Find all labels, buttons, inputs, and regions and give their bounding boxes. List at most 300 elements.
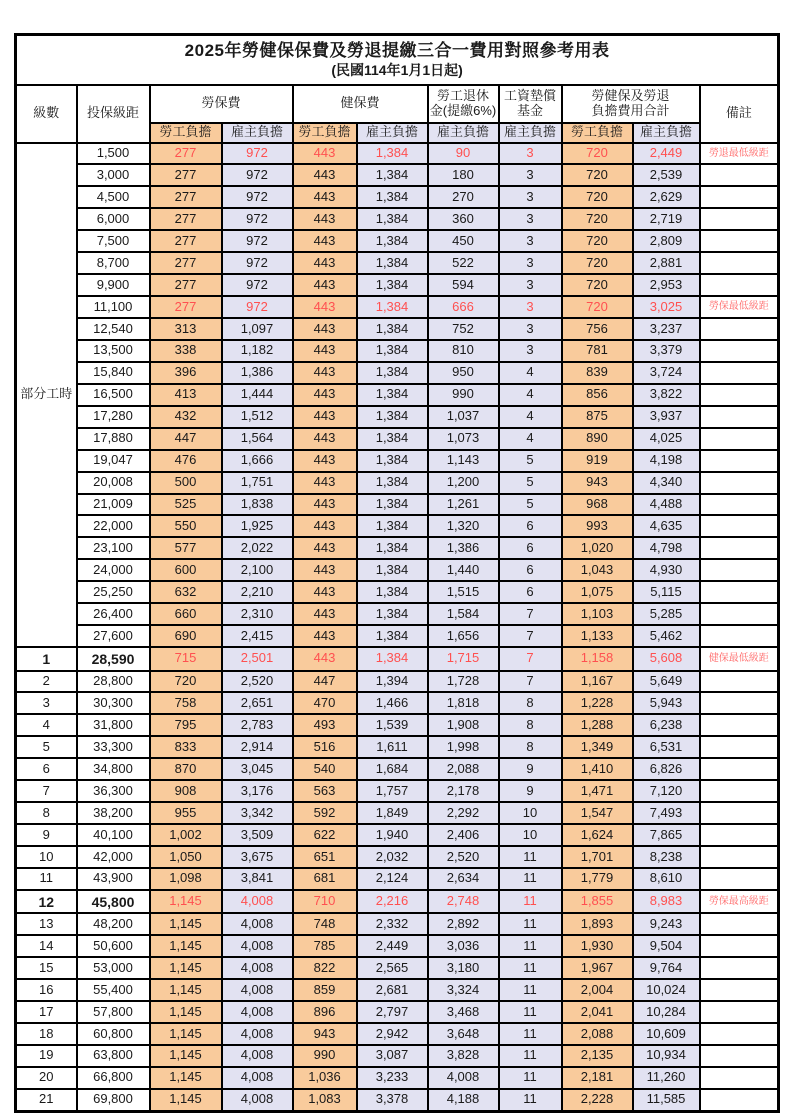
labor-employee-cell: 908 [150, 780, 222, 802]
wage-fund-employer-cell: 11 [499, 1045, 562, 1067]
salary-bracket-cell: 42,000 [77, 846, 150, 868]
labor-employer-cell: 1,512 [222, 406, 293, 428]
wage-fund-employer-cell: 10 [499, 802, 562, 824]
health-employer-cell: 1,384 [357, 252, 428, 274]
total-employer-cell: 3,025 [633, 296, 700, 318]
health-employee-cell: 443 [293, 603, 357, 625]
total-employee-cell: 2,181 [562, 1067, 633, 1089]
health-employee-cell: 443 [293, 625, 357, 647]
header-labor-pension: 勞工退休 金(提繳6%) [428, 85, 499, 123]
table-row [16, 1089, 779, 1112]
health-employee-cell: 443 [293, 559, 357, 581]
health-employer-cell: 1,384 [357, 362, 428, 384]
pension-employer-cell: 360 [428, 208, 499, 230]
total-employer-cell: 11,585 [633, 1089, 700, 1112]
wage-fund-employer-cell: 11 [499, 868, 562, 890]
salary-bracket-cell: 33,300 [77, 736, 150, 758]
total-employee-cell: 1,930 [562, 935, 633, 957]
salary-bracket-cell: 15,840 [77, 362, 150, 384]
health-employer-cell: 1,384 [357, 472, 428, 494]
header-total-cost: 勞健保及勞退 負擔費用合計 [562, 85, 700, 123]
table-row [16, 164, 779, 186]
labor-employee-cell: 1,145 [150, 979, 222, 1001]
pension-employer-cell: 1,037 [428, 406, 499, 428]
salary-bracket-cell: 17,280 [77, 406, 150, 428]
wage-fund-employer-cell: 3 [499, 208, 562, 230]
total-employee-cell: 1,228 [562, 692, 633, 714]
labor-employer-cell: 4,008 [222, 1067, 293, 1089]
total-employee-cell: 1,103 [562, 603, 633, 625]
table-row [16, 1045, 779, 1067]
remark-cell [700, 494, 779, 516]
table-row [16, 671, 779, 693]
wage-fund-employer-cell: 4 [499, 362, 562, 384]
level-cell: 20 [16, 1067, 77, 1089]
wage-fund-employer-cell: 11 [499, 935, 562, 957]
total-employee-cell: 720 [562, 143, 633, 165]
table-row [16, 868, 779, 890]
pension-employer-cell: 270 [428, 186, 499, 208]
labor-employer-cell: 972 [222, 296, 293, 318]
level-cell: 11 [16, 868, 77, 890]
total-employer-cell: 2,881 [633, 252, 700, 274]
remark-cell [700, 164, 779, 186]
salary-bracket-cell: 34,800 [77, 758, 150, 780]
remark-cell: 健保最低級距 [700, 647, 779, 670]
remark-cell [700, 406, 779, 428]
salary-bracket-cell: 43,900 [77, 868, 150, 890]
wage-fund-employer-cell: 11 [499, 890, 562, 913]
remark-cell [700, 692, 779, 714]
wage-fund-employer-cell: 10 [499, 824, 562, 846]
labor-employee-cell: 277 [150, 252, 222, 274]
total-employer-cell: 4,025 [633, 428, 700, 450]
table-row [16, 362, 779, 384]
health-employer-cell: 1,384 [357, 428, 428, 450]
wage-fund-employer-cell: 6 [499, 537, 562, 559]
pension-employer-cell: 1,261 [428, 494, 499, 516]
total-employer-cell: 2,539 [633, 164, 700, 186]
pension-employer-cell: 594 [428, 274, 499, 296]
level-cell: 5 [16, 736, 77, 758]
wage-fund-employer-cell: 11 [499, 1067, 562, 1089]
health-employee-cell: 443 [293, 647, 357, 670]
health-employee-cell: 563 [293, 780, 357, 802]
health-employee-cell: 470 [293, 692, 357, 714]
labor-employee-cell: 720 [150, 671, 222, 693]
pension-employer-cell: 1,728 [428, 671, 499, 693]
salary-bracket-cell: 53,000 [77, 957, 150, 979]
total-employee-cell: 839 [562, 362, 633, 384]
salary-bracket-cell: 28,590 [77, 647, 150, 670]
remark-cell [700, 935, 779, 957]
table-row [16, 1023, 779, 1045]
health-employee-cell: 443 [293, 274, 357, 296]
total-employee-cell: 2,228 [562, 1089, 633, 1112]
wage-fund-employer-cell: 6 [499, 581, 562, 603]
wage-fund-employer-cell: 3 [499, 340, 562, 362]
remark-cell [700, 472, 779, 494]
labor-employer-cell: 4,008 [222, 913, 293, 935]
total-employer-cell: 7,865 [633, 824, 700, 846]
labor-employer-cell: 4,008 [222, 935, 293, 957]
total-employer-cell: 10,934 [633, 1045, 700, 1067]
total-employee-cell: 875 [562, 406, 633, 428]
health-employee-cell: 443 [293, 384, 357, 406]
total-employer-cell: 9,764 [633, 957, 700, 979]
health-employer-cell: 3,233 [357, 1067, 428, 1089]
pension-employer-cell: 1,143 [428, 450, 499, 472]
labor-employer-cell: 2,651 [222, 692, 293, 714]
health-employer-cell: 1,384 [357, 494, 428, 516]
labor-employer-cell: 972 [222, 230, 293, 252]
health-employer-cell: 1,384 [357, 143, 428, 165]
health-employer-cell: 1,394 [357, 671, 428, 693]
remark-cell [700, 274, 779, 296]
health-employer-cell: 1,849 [357, 802, 428, 824]
labor-employee-cell: 660 [150, 603, 222, 625]
total-employer-cell: 5,608 [633, 647, 700, 670]
wage-fund-employer-cell: 11 [499, 846, 562, 868]
wage-fund-employer-cell: 8 [499, 692, 562, 714]
premium-table [14, 33, 780, 1113]
health-employer-cell: 2,681 [357, 979, 428, 1001]
health-employer-cell: 1,384 [357, 230, 428, 252]
labor-employee-cell: 313 [150, 318, 222, 340]
labor-employer-cell: 3,675 [222, 846, 293, 868]
labor-employee-cell: 758 [150, 692, 222, 714]
remark-cell [700, 824, 779, 846]
wage-fund-employer-cell: 3 [499, 296, 562, 318]
health-employee-cell: 622 [293, 824, 357, 846]
total-employer-cell: 10,284 [633, 1001, 700, 1023]
level-cell: 19 [16, 1045, 77, 1067]
total-employee-cell: 2,088 [562, 1023, 633, 1045]
health-employee-cell: 651 [293, 846, 357, 868]
total-employee-cell: 1,133 [562, 625, 633, 647]
salary-bracket-cell: 31,800 [77, 714, 150, 736]
total-employee-cell: 968 [562, 494, 633, 516]
salary-bracket-cell: 69,800 [77, 1089, 150, 1112]
remark-cell [700, 1001, 779, 1023]
total-employee-cell: 890 [562, 428, 633, 450]
wage-fund-employer-cell: 9 [499, 758, 562, 780]
health-employer-cell: 1,384 [357, 274, 428, 296]
pension-employer-cell: 2,406 [428, 824, 499, 846]
salary-bracket-cell: 24,000 [77, 559, 150, 581]
table-row [16, 780, 779, 802]
wage-fund-employer-cell: 3 [499, 318, 562, 340]
health-employer-cell: 1,384 [357, 647, 428, 670]
header-wage-arrears-fund: 工資墊償 基金 [499, 85, 562, 123]
labor-employee-cell: 396 [150, 362, 222, 384]
health-employee-cell: 896 [293, 1001, 357, 1023]
table-row [16, 340, 779, 362]
wage-fund-employer-cell: 11 [499, 1089, 562, 1112]
health-employer-cell: 1,384 [357, 340, 428, 362]
remark-cell [700, 515, 779, 537]
remark-cell [700, 1067, 779, 1089]
remark-cell [700, 603, 779, 625]
health-employee-cell: 443 [293, 472, 357, 494]
health-employee-cell: 540 [293, 758, 357, 780]
total-employer-cell: 11,260 [633, 1067, 700, 1089]
pension-employer-cell: 1,818 [428, 692, 499, 714]
labor-employer-cell: 2,914 [222, 736, 293, 758]
labor-employer-cell: 4,008 [222, 979, 293, 1001]
labor-employee-cell: 1,145 [150, 935, 222, 957]
total-employer-cell: 10,024 [633, 979, 700, 1001]
labor-employee-cell: 1,145 [150, 1089, 222, 1112]
wage-fund-employer-cell: 3 [499, 186, 562, 208]
total-employer-cell: 10,609 [633, 1023, 700, 1045]
wage-fund-employer-cell: 4 [499, 428, 562, 450]
salary-bracket-cell: 55,400 [77, 979, 150, 1001]
labor-employee-cell: 690 [150, 625, 222, 647]
total-employee-cell: 1,349 [562, 736, 633, 758]
labor-employee-cell: 1,145 [150, 957, 222, 979]
labor-employer-cell: 1,666 [222, 450, 293, 472]
wage-fund-employer-cell: 11 [499, 1001, 562, 1023]
total-employee-cell: 720 [562, 296, 633, 318]
table-row [16, 979, 779, 1001]
pension-employer-cell: 1,656 [428, 625, 499, 647]
pension-employer-cell: 1,073 [428, 428, 499, 450]
level-cell: 18 [16, 1023, 77, 1045]
table-row [16, 559, 779, 581]
remark-cell [700, 979, 779, 1001]
pension-employer-cell: 752 [428, 318, 499, 340]
health-employee-cell: 990 [293, 1045, 357, 1067]
labor-employer-cell: 2,210 [222, 581, 293, 603]
health-employer-cell: 1,384 [357, 296, 428, 318]
total-employer-cell: 2,449 [633, 143, 700, 165]
health-employee-cell: 447 [293, 671, 357, 693]
health-employer-cell: 2,032 [357, 846, 428, 868]
total-employer-cell: 8,983 [633, 890, 700, 913]
level-cell: 17 [16, 1001, 77, 1023]
labor-employee-cell: 955 [150, 802, 222, 824]
total-employer-cell: 4,488 [633, 494, 700, 516]
labor-employer-cell: 2,501 [222, 647, 293, 670]
total-employer-cell: 7,493 [633, 802, 700, 824]
health-employee-cell: 710 [293, 890, 357, 913]
health-employer-cell: 1,611 [357, 736, 428, 758]
labor-employer-cell: 1,386 [222, 362, 293, 384]
labor-employee-cell: 500 [150, 472, 222, 494]
health-employee-cell: 493 [293, 714, 357, 736]
health-employee-cell: 443 [293, 406, 357, 428]
pension-employer-cell: 180 [428, 164, 499, 186]
labor-employer-cell: 2,520 [222, 671, 293, 693]
pension-employer-cell: 90 [428, 143, 499, 165]
health-employer-cell: 1,684 [357, 758, 428, 780]
salary-bracket-cell: 9,900 [77, 274, 150, 296]
pension-employer-cell: 1,998 [428, 736, 499, 758]
table-row [16, 406, 779, 428]
table-row [16, 472, 779, 494]
remark-cell: 勞保最高級距 [700, 890, 779, 913]
pension-employer-cell: 1,386 [428, 537, 499, 559]
total-employee-cell: 1,701 [562, 846, 633, 868]
total-employee-cell: 1,288 [562, 714, 633, 736]
health-employer-cell: 3,378 [357, 1089, 428, 1112]
labor-employee-cell: 277 [150, 164, 222, 186]
table-row [16, 957, 779, 979]
remark-cell [700, 230, 779, 252]
labor-employer-cell: 1,838 [222, 494, 293, 516]
wage-fund-employer-cell: 7 [499, 647, 562, 670]
labor-employee-cell: 1,002 [150, 824, 222, 846]
table-row [16, 1067, 779, 1089]
health-employee-cell: 443 [293, 494, 357, 516]
labor-employee-cell: 338 [150, 340, 222, 362]
total-employer-cell: 4,635 [633, 515, 700, 537]
health-employer-cell: 1,384 [357, 559, 428, 581]
remark-cell [700, 318, 779, 340]
table-row [16, 384, 779, 406]
wage-fund-employer-cell: 5 [499, 450, 562, 472]
level-cell: 4 [16, 714, 77, 736]
health-employer-cell: 2,449 [357, 935, 428, 957]
remark-cell [700, 208, 779, 230]
pension-employer-cell: 666 [428, 296, 499, 318]
health-employer-cell: 2,124 [357, 868, 428, 890]
total-employer-cell: 2,809 [633, 230, 700, 252]
salary-bracket-cell: 20,008 [77, 472, 150, 494]
page-title: 2025年勞健保保費及勞退提繳三合一費用對照參考用表 [184, 40, 610, 60]
total-employer-cell: 4,340 [633, 472, 700, 494]
remark-cell [700, 1089, 779, 1112]
table-body [16, 143, 779, 1112]
salary-bracket-cell: 36,300 [77, 780, 150, 802]
health-employee-cell: 443 [293, 208, 357, 230]
pension-employer-cell: 2,520 [428, 846, 499, 868]
pension-employer-cell: 3,828 [428, 1045, 499, 1067]
total-employer-cell: 2,719 [633, 208, 700, 230]
labor-employee-cell: 277 [150, 208, 222, 230]
health-employer-cell: 1,384 [357, 406, 428, 428]
salary-bracket-cell: 11,100 [77, 296, 150, 318]
level-cell: 16 [16, 979, 77, 1001]
labor-employer-cell: 2,100 [222, 559, 293, 581]
remark-cell [700, 186, 779, 208]
total-employer-cell: 8,610 [633, 868, 700, 890]
remark-cell [700, 450, 779, 472]
table-row [16, 603, 779, 625]
pension-employer-cell: 990 [428, 384, 499, 406]
table-row [16, 428, 779, 450]
total-employee-cell: 1,410 [562, 758, 633, 780]
total-employer-cell: 8,238 [633, 846, 700, 868]
wage-fund-employer-cell: 7 [499, 671, 562, 693]
table-row [16, 208, 779, 230]
wage-fund-employer-cell: 11 [499, 913, 562, 935]
labor-employer-cell: 1,925 [222, 515, 293, 537]
health-employer-cell: 1,940 [357, 824, 428, 846]
total-employer-cell: 5,285 [633, 603, 700, 625]
title-row [16, 35, 779, 85]
remark-cell [700, 537, 779, 559]
pension-employer-cell: 1,584 [428, 603, 499, 625]
total-employer-cell: 4,930 [633, 559, 700, 581]
remark-cell [700, 625, 779, 647]
labor-employer-cell: 1,182 [222, 340, 293, 362]
pension-employer-cell: 2,892 [428, 913, 499, 935]
labor-employee-cell: 1,145 [150, 1023, 222, 1045]
health-employee-cell: 443 [293, 537, 357, 559]
labor-employer-cell: 972 [222, 143, 293, 165]
header-labor-insurance: 勞保費 [150, 85, 293, 123]
total-employee-cell: 1,075 [562, 581, 633, 603]
remark-cell [700, 581, 779, 603]
remark-cell: 勞退最低級距 [700, 143, 779, 165]
table-row [16, 186, 779, 208]
total-employer-cell: 3,379 [633, 340, 700, 362]
table-row [16, 913, 779, 935]
total-employer-cell: 6,531 [633, 736, 700, 758]
table-row [16, 935, 779, 957]
salary-bracket-cell: 21,009 [77, 494, 150, 516]
table-row [16, 537, 779, 559]
total-employee-cell: 2,041 [562, 1001, 633, 1023]
wage-fund-employer-cell: 3 [499, 164, 562, 186]
wage-fund-employer-cell: 6 [499, 515, 562, 537]
remark-cell [700, 714, 779, 736]
table-row [16, 846, 779, 868]
total-employee-cell: 993 [562, 515, 633, 537]
wage-fund-employer-cell: 7 [499, 625, 562, 647]
health-employer-cell: 2,565 [357, 957, 428, 979]
labor-employer-cell: 3,342 [222, 802, 293, 824]
wage-fund-employer-cell: 11 [499, 957, 562, 979]
total-employer-cell: 7,120 [633, 780, 700, 802]
level-cell: 14 [16, 935, 77, 957]
total-employee-cell: 1,855 [562, 890, 633, 913]
pension-employer-cell: 4,008 [428, 1067, 499, 1089]
remark-cell [700, 252, 779, 274]
wage-fund-employer-cell: 3 [499, 230, 562, 252]
remark-cell [700, 868, 779, 890]
salary-bracket-cell: 66,800 [77, 1067, 150, 1089]
labor-employee-cell: 277 [150, 230, 222, 252]
table-row [16, 714, 779, 736]
total-employee-cell: 1,967 [562, 957, 633, 979]
table-row [16, 274, 779, 296]
labor-employee-cell: 447 [150, 428, 222, 450]
table-row [16, 515, 779, 537]
health-employer-cell: 2,797 [357, 1001, 428, 1023]
health-employee-cell: 443 [293, 362, 357, 384]
labor-employee-cell: 550 [150, 515, 222, 537]
total-employer-cell: 6,238 [633, 714, 700, 736]
remark-cell [700, 846, 779, 868]
table-row [16, 824, 779, 846]
wage-fund-employer-cell: 5 [499, 472, 562, 494]
salary-bracket-cell: 45,800 [77, 890, 150, 913]
health-employer-cell: 1,384 [357, 208, 428, 230]
remark-cell [700, 1023, 779, 1045]
subheader-labor-employee: 勞工負擔 [150, 123, 222, 143]
health-employer-cell: 1,384 [357, 318, 428, 340]
health-employee-cell: 443 [293, 515, 357, 537]
pension-employer-cell: 3,468 [428, 1001, 499, 1023]
wage-fund-employer-cell: 4 [499, 406, 562, 428]
wage-fund-employer-cell: 11 [499, 979, 562, 1001]
labor-employee-cell: 277 [150, 186, 222, 208]
total-employee-cell: 856 [562, 384, 633, 406]
remark-cell [700, 362, 779, 384]
